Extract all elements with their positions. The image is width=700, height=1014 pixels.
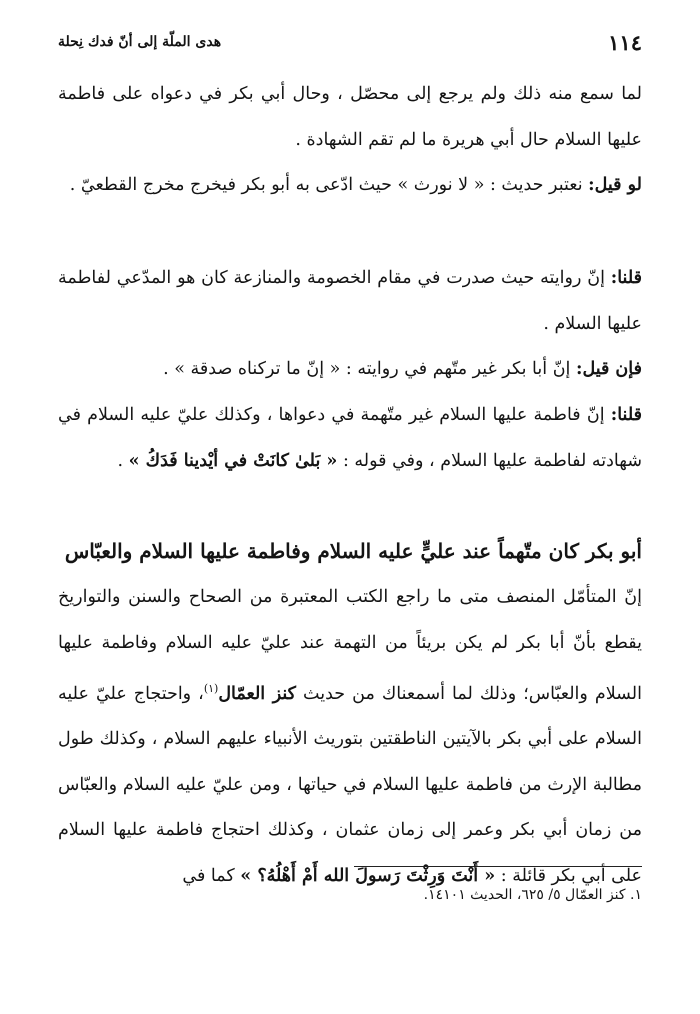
section-body-source: كنز العمّال [218,683,296,704]
paragraph-5-lead: قلنا: [610,405,642,425]
footnote-mark[interactable]: (١) [203,682,219,695]
paragraph-5-quote: « بَلىٰ كانَتْ في أيْدينا فَدَكُ » [128,450,338,471]
section-body-text-b: ، واحتجاج عليّ عليه السلام على أبي بكر بالآيتين الناطقتين بتوريث الأنبياء عليهم السلام ، وكذلك طول مطالبة الإرث من فاطمة عليها السلام في حياتها ، ومن عليّ عليه السلام والعبّاس من زمان أبي بكر وعمر إلى زمان عثمان ، وكذلك احتجاج فاطمة عليها السلام على أبي بكر قائلة : [58,683,642,886]
paragraph-3-text: إنّ روايته حيث صدرت في مقام الخصومة والمنازعة كان هو المدّعي لفاطمة عليها السلام . [58,268,642,334]
running-title: هدى الملّة إلى أنّ فدك نِحلة [58,34,222,50]
section-body-text-a: إنّ المتأمّل المنصف متى ما راجع الكتب المعتبرة من الصحاح والسنن والتواريخ يقطع بأنّ أبا بكر لم يكن بريئاً من التهمة عند عليّ عليه السلام وفاطمة عليها السلام والعبّاس؛ وذلك لما أسمعناك من حديث [58,587,642,704]
section-heading: أبو بكر كان متّهماً عند عليٍّ عليه السلام وفاطمة عليها السلام والعبّاس [64,539,642,563]
section-body-end: كما في [182,865,235,886]
paragraph-5-text: إنّ فاطمة عليها السلام غير متّهمة في دعواها ، وكذلك عليّ عليه السلام في شهادته لفاطمة عليها السلام ، وفي قوله : [58,405,642,471]
footnote: ١. كنز العمّال ٥/ ٦٢٥، الحديث ١٤١٠١. [423,887,642,903]
page-number: ١١٤ [608,29,642,55]
section-body-quote: « أَنْتَ وَرِثْتَ رَسولَ الله أَمْ أَهْلُهُ؟ » [240,865,496,886]
paragraph-1-text: لما سمع منه ذلك ولم يرجع إلى محصّل ، وحال أبي بكر في دعواه على فاطمة عليها السلام حال أبي هريرة ما لم تقم الشهادة . [58,84,642,150]
paragraph-1 [58,72,642,163]
page-header [58,27,642,57]
paragraph-2-lead: لو قيل: [588,175,642,195]
paragraph-5-end: . [117,450,124,471]
paragraph-5 [58,393,642,484]
footnote-separator [354,866,642,867]
paragraph-3-lead: قلنا: [610,268,642,288]
paragraph-4-text: إنّ أبا بكر غير متّهم في روايته : « إنّ ما تركناه صدقة » . [163,359,571,379]
section-body [58,575,642,899]
paragraph-2-text: نعتبر حديث : « لا نورث » حيث ادّعى به أبو بكر فيخرج مخرج القطعيّ . [69,175,583,195]
paragraph-3 [58,256,642,347]
paragraph-4 [58,347,642,393]
paragraph-2 [58,163,642,209]
paragraph-4-lead: فإن قيل: [575,359,642,379]
book-page [58,0,642,1014]
